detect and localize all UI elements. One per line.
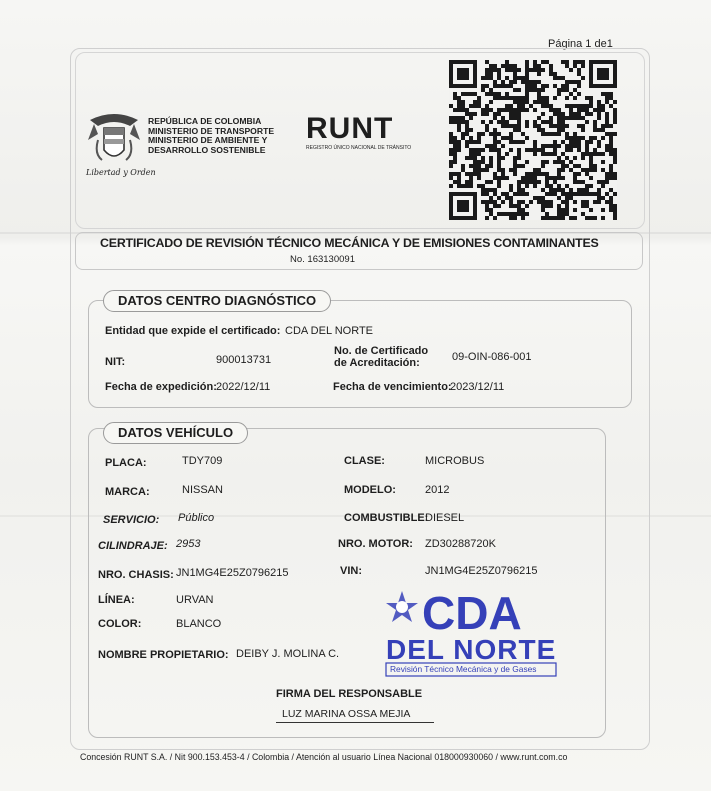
- clase-value: MICROBUS: [425, 455, 485, 467]
- page-number: Página 1 de1: [548, 38, 613, 50]
- motor-value: ZD30288720K: [425, 538, 496, 550]
- entidad-value: CDA DEL NORTE: [285, 325, 374, 337]
- firma-label: FIRMA DEL RESPONSABLE: [276, 688, 423, 700]
- combustible-value: DIESEL: [425, 512, 465, 524]
- chasis-value: JN1MG4E25Z0796215: [176, 567, 289, 579]
- acreditacion-label: No. de Certificado de Acreditación:: [334, 345, 429, 369]
- propietario-value: DEIBY J. MOLINA C.: [236, 648, 340, 660]
- runt-logo: RUNT: [306, 112, 394, 145]
- firma-name: LUZ MARINA OSSA MEJIA: [282, 708, 411, 720]
- acreditacion-value: 09-OIN-086-001: [452, 351, 532, 363]
- modelo-value: 2012: [425, 484, 450, 496]
- expedicion-value: 2022/12/11: [216, 381, 271, 393]
- clase-label: CLASE:: [344, 455, 385, 467]
- stamp-line-3: Revisión Técnico Mecánica y de Gases: [390, 664, 537, 674]
- combustible-label: COMBUSTIBLE:: [344, 512, 429, 524]
- ministry-line: MINISTERIO DE TRANSPORTE: [148, 125, 275, 136]
- certificate-number: No. 163130091: [290, 254, 355, 265]
- qr-code-icon: [449, 60, 617, 220]
- marca-label: MARCA:: [105, 486, 150, 498]
- modelo-label: MODELO:: [344, 484, 396, 496]
- signature-line: [276, 722, 434, 723]
- motor-label: NRO. MOTOR:: [338, 538, 413, 550]
- cilindraje-value: 2953: [176, 538, 201, 550]
- color-label: COLOR:: [98, 618, 142, 630]
- vin-label: VIN:: [340, 565, 362, 577]
- vin-value: JN1MG4E25Z0796215: [425, 565, 538, 577]
- vehiculo-heading: DATOS VEHÍCULO: [103, 422, 248, 444]
- propietario-label: NOMBRE PROPIETARIO:: [98, 649, 229, 661]
- nit-label: NIT:: [105, 356, 126, 368]
- placa-label: PLACA:: [105, 457, 147, 469]
- cda-stamp: [380, 585, 560, 681]
- linea-value: URVAN: [176, 594, 214, 606]
- expedicion-label: Fecha de expedición:: [105, 381, 217, 393]
- marca-value: NISSAN: [182, 484, 223, 496]
- centro-heading: DATOS CENTRO DIAGNÓSTICO: [103, 290, 331, 312]
- ministry-line: DESARROLLO SOSTENIBLE: [148, 144, 266, 155]
- vencimiento-value: 2023/12/11: [450, 381, 505, 393]
- certificate-title: CERTIFICADO DE REVISIÓN TÉCNICO MECÁNICA Y DE EMISIONES CONTAMINANTES: [100, 236, 599, 250]
- entidad-label: Entidad que expide el certificado:: [105, 325, 281, 337]
- vencimiento-label: Fecha de vencimiento:: [333, 381, 452, 393]
- runt-logo-subtitle: REGISTRO ÚNICO NACIONAL DE TRÁNSITO: [306, 145, 412, 151]
- placa-value: TDY709: [182, 455, 223, 467]
- color-value: BLANCO: [176, 618, 222, 630]
- servicio-value: Público: [178, 512, 215, 524]
- ministries-block: [148, 117, 274, 155]
- coat-of-arms-icon: [86, 110, 142, 168]
- motto-text: Libertad y Orden: [86, 168, 156, 177]
- ministry-line: MINISTERIO DE AMBIENTE Y: [148, 135, 268, 146]
- ministry-line: REPÚBLICA DE COLOMBIA: [148, 116, 262, 126]
- stamp-line-1: CDA: [422, 587, 522, 639]
- nit-value: 900013731: [216, 354, 272, 366]
- footer-text: Concesión RUNT S.A. / Nit 900.153.453-4 / Colombia / Atención al usuario Línea Nacional 018000930060 / www.runt.com.co: [80, 752, 568, 762]
- linea-label: LÍNEA:: [98, 594, 135, 606]
- stamp-line-2: DEL NORTE: [386, 634, 557, 665]
- servicio-label: SERVICIO:: [103, 514, 160, 526]
- chasis-label: NRO. CHASIS:: [98, 569, 174, 581]
- cilindraje-label: CILINDRAJE:: [98, 540, 168, 552]
